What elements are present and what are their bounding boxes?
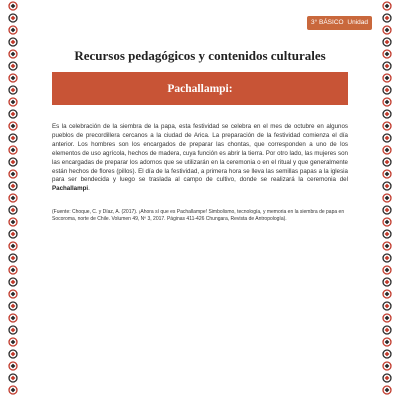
border-motif	[8, 349, 18, 359]
border-motif	[382, 109, 392, 119]
border-motif	[8, 121, 18, 131]
border-motif	[8, 85, 18, 95]
border-motif	[8, 373, 18, 383]
border-motif	[382, 181, 392, 191]
border-motif	[382, 193, 392, 203]
border-motif	[8, 1, 18, 11]
grade-label: 3° BÁSICO	[310, 19, 344, 26]
border-motif	[8, 277, 18, 287]
border-motif	[8, 289, 18, 299]
section-title: Pachallampi:	[167, 82, 233, 95]
border-motif	[382, 289, 392, 299]
border-motif	[8, 229, 18, 239]
border-motif	[382, 349, 392, 359]
border-motif	[8, 13, 18, 23]
body-text: Es la celebración de la siembra de la papa, esta festividad se celebra en el mes de octubre en algunos pueblos de precordillera cercanos a la ciudad de Arica. La preparación de la festividad comienza el día anterior. Los hombres son los encargados de preparar las chontas, que corresponden a uno de los elementos de uso agrícola, hechos de madera, cuya función es abrir la tierra. Por otro lado, las mujeres son las encargadas de preparar los adornos que se utilizarán en la ceremonia o en el ritual y que generalmente están hechos de flores (pillos). El día de la festividad, a primera hora se lleva las semillas papas a la iglesia para ser bendecida y luego se traslada al campo de cultivo, donde se realizará la ceremonia del	[52, 123, 348, 184]
border-motif	[8, 193, 18, 203]
border-motif	[8, 157, 18, 167]
border-motif	[8, 205, 18, 215]
border-motif	[8, 97, 18, 107]
border-motif	[382, 157, 392, 167]
border-motif	[8, 109, 18, 119]
border-motif	[382, 97, 392, 107]
border-motif	[8, 313, 18, 323]
unit-badge	[307, 16, 372, 40]
border-motif	[382, 25, 392, 35]
border-motif	[382, 85, 392, 95]
border-motif	[8, 25, 18, 35]
border-motif	[8, 145, 18, 155]
border-motif	[382, 265, 392, 275]
border-motif	[382, 373, 392, 383]
border-motif	[8, 337, 18, 347]
border-motif	[382, 241, 392, 251]
border-motif	[382, 313, 392, 323]
border-motif	[8, 325, 18, 335]
unit-number: 4	[337, 33, 342, 40]
border-motif	[382, 37, 392, 47]
border-motif	[8, 37, 18, 47]
border-motif	[8, 73, 18, 83]
border-motif	[382, 253, 392, 263]
border-motif	[8, 169, 18, 179]
border-motif	[382, 229, 392, 239]
border-motif	[382, 121, 392, 131]
border-motif	[382, 145, 392, 155]
body-end: .	[88, 185, 90, 193]
border-motif	[382, 301, 392, 311]
border-motif	[382, 361, 392, 371]
border-motif	[382, 325, 392, 335]
border-motif	[8, 385, 18, 395]
section-banner	[52, 72, 348, 105]
border-motif	[382, 217, 392, 227]
border-motif	[382, 73, 392, 83]
border-motif	[382, 13, 392, 23]
source-citation: (Fuente: Choque, C. y Díaz, A. (2017). ¡Ahora sí que es Pachallampe! Simbolismo, tecnología, y memoria en la siembra de papa en Socoroma, norte de Chile. Volumen 49, Nº 3, 2017. Páginas 411-426 Chungara, Revista de Antropología).	[52, 209, 345, 223]
border-motif	[8, 361, 18, 371]
border-motif	[382, 385, 392, 395]
border-motif	[8, 265, 18, 275]
unit-label: Unidad	[347, 19, 368, 26]
border-motif	[8, 181, 18, 191]
border-motif	[8, 133, 18, 143]
border-motif	[382, 1, 392, 11]
border-motif	[8, 241, 18, 251]
border-motif	[8, 253, 18, 263]
page-title: Recursos pedagógicos y contenidos culturales	[74, 48, 326, 63]
body-paragraph	[52, 123, 348, 194]
border-motif	[382, 205, 392, 215]
border-motif	[8, 217, 18, 227]
border-motif	[8, 301, 18, 311]
body-emphasis: Pachallampi	[52, 185, 89, 193]
border-motif	[382, 337, 392, 347]
border-motif	[382, 169, 392, 179]
border-motif	[382, 133, 392, 143]
border-motif	[382, 277, 392, 287]
